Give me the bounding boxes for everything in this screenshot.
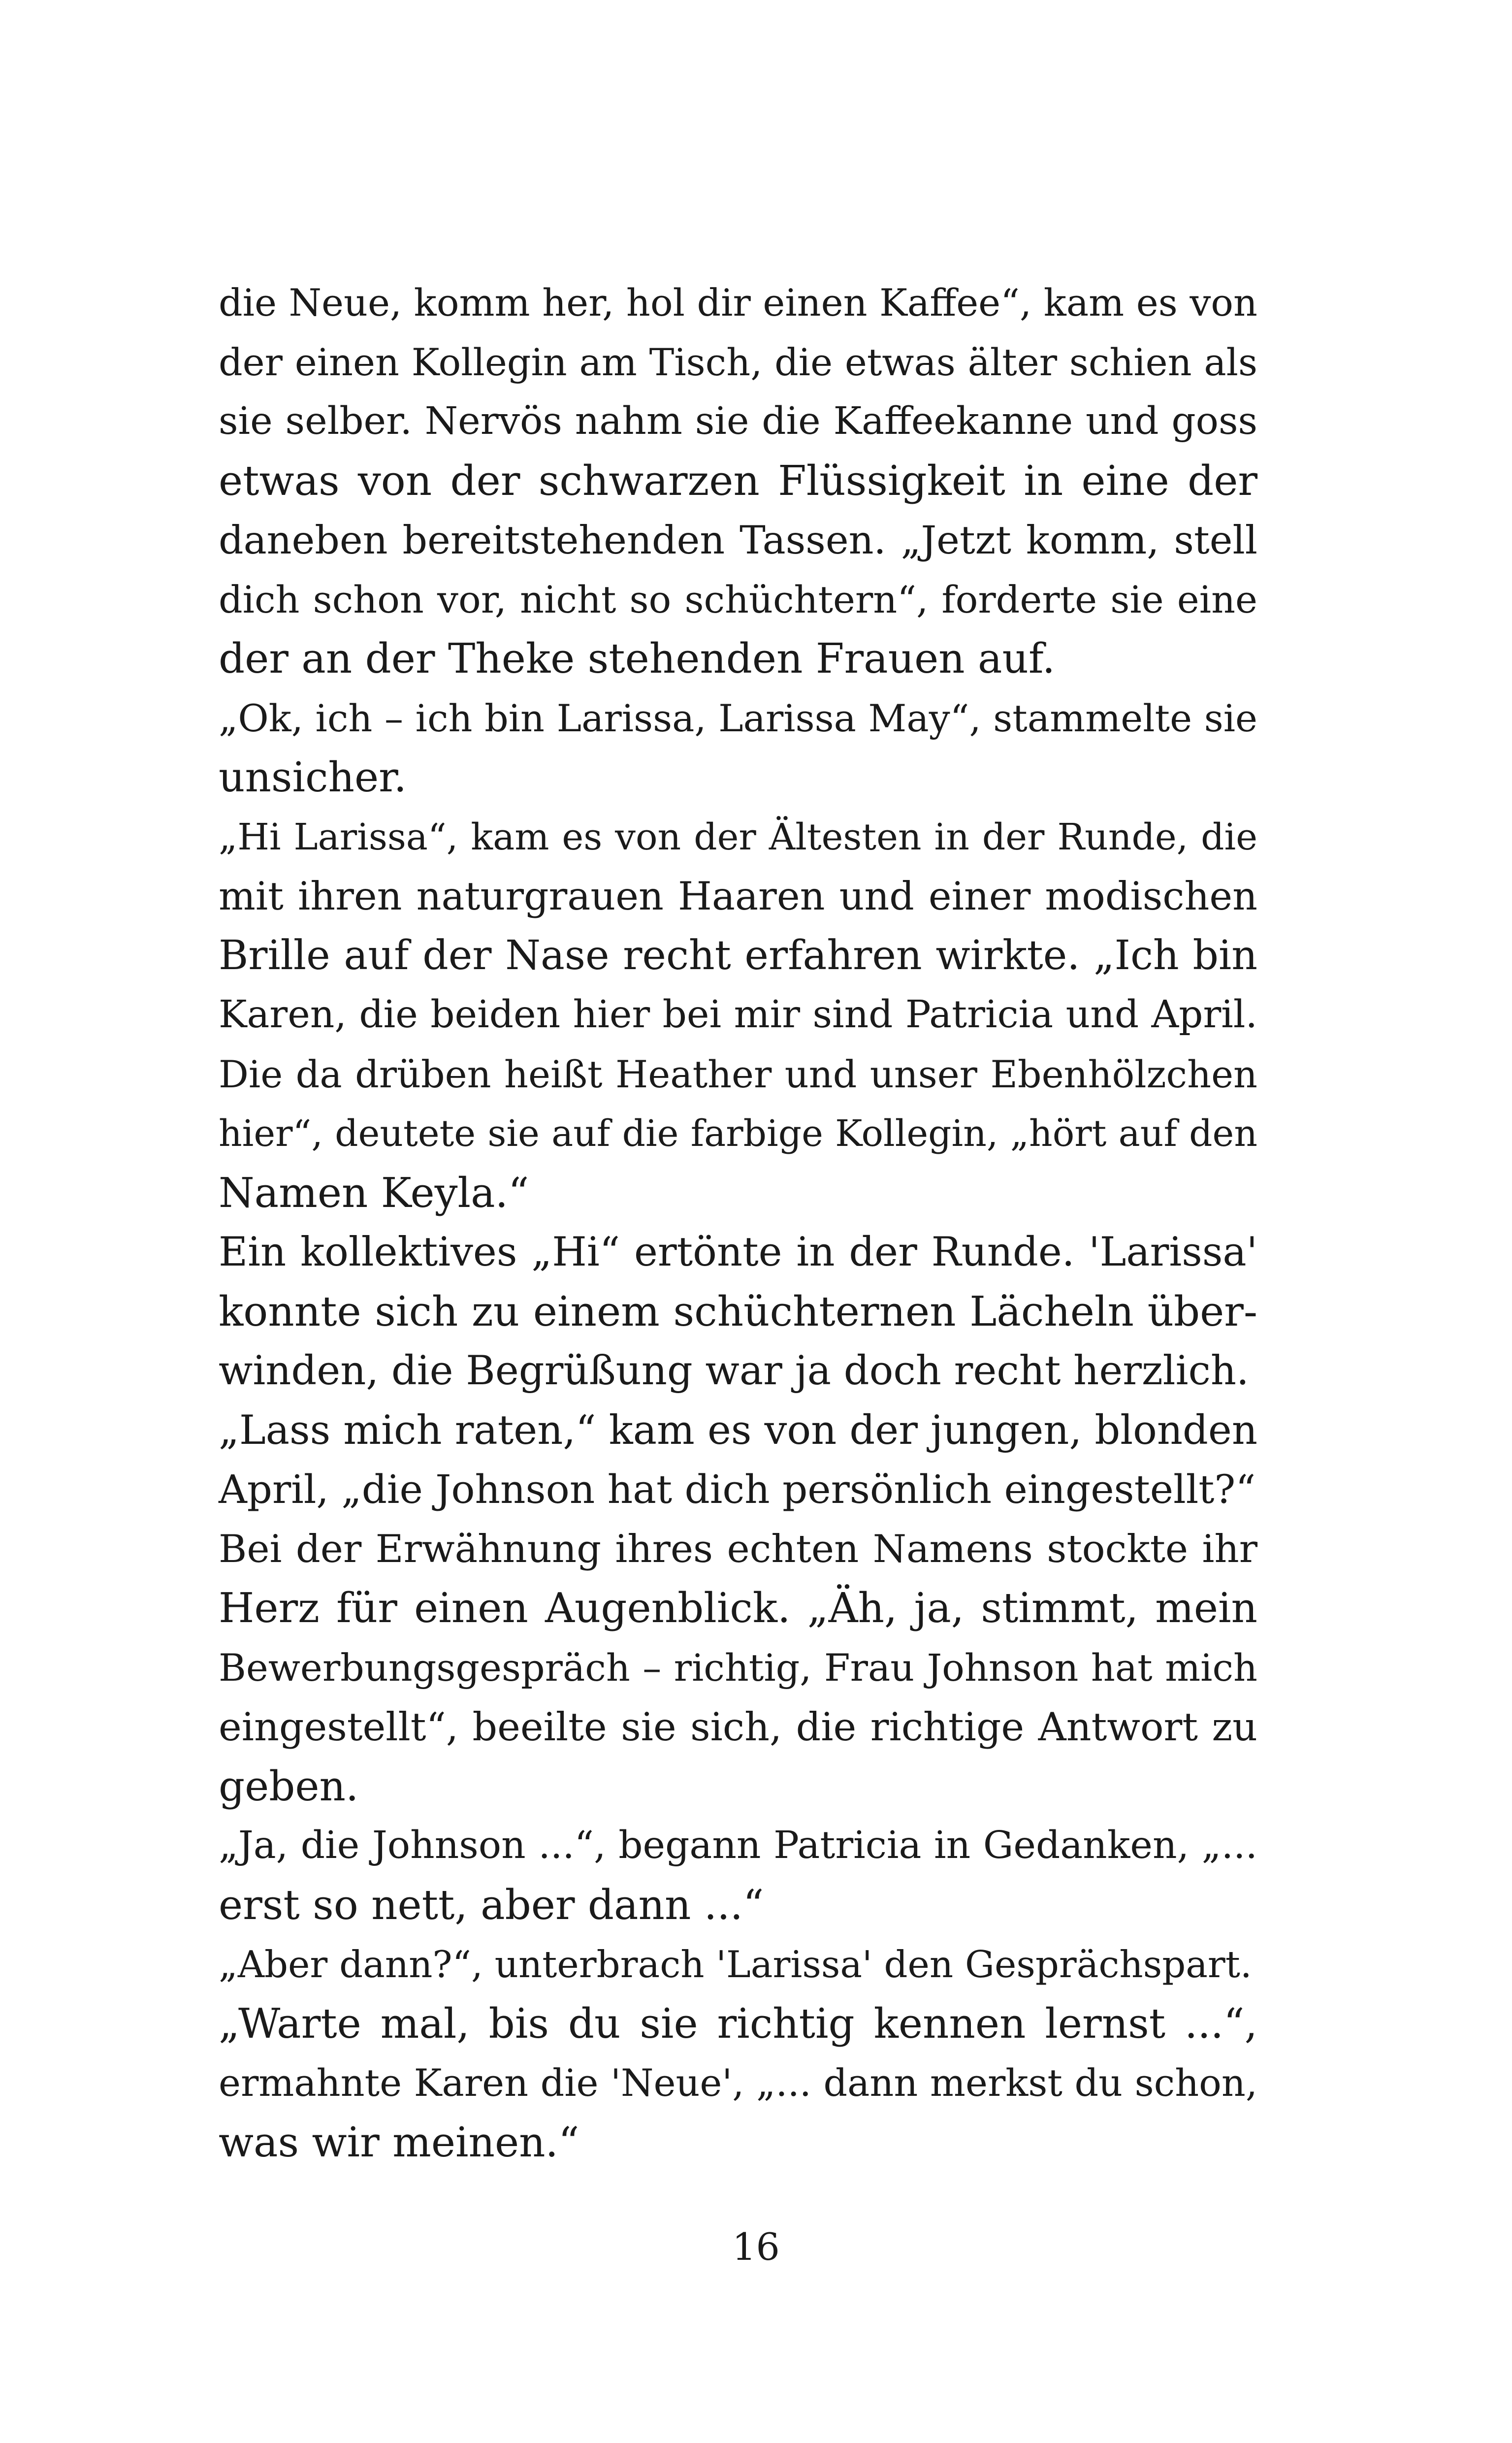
text-line: eingestellt“, beeilte sie sich, die richtige Antwort zu (219, 1704, 1257, 1750)
text-line: Namen Keyla.“ (219, 1169, 529, 1217)
text-line: Herz für einen Augenblick. „Äh, ja, stimmt, mein (219, 1584, 1257, 1632)
text-line: „Ok, ich – ich bin Larissa, Larissa May“, stammelte sie (219, 696, 1257, 740)
text-line: Ein kollektives „Hi“ ertönte in der Runde. 'Larissa' (219, 1229, 1257, 1275)
text-line: „Ja, die Johnson ...“, begann Patricia in Gedanken, „... (219, 1824, 1257, 1867)
text-line: ermahnte Karen die 'Neue', „... dann merkst du schon, (219, 2061, 1257, 2105)
body-text (219, 273, 1257, 2172)
text-line: Die da drüben heißt Heather und unser Ebenhölzchen (219, 1052, 1257, 1096)
text-line: daneben bereitstehenden Tassen. „Jetzt komm, stell (219, 518, 1257, 563)
text-line: hier“, deutete sie auf die farbige Kollegin, „hört auf den (219, 1112, 1257, 1155)
text-line: winden, die Begrüßung war ja doch recht herzlich. (219, 1348, 1249, 1394)
text-line: „Lass mich raten,“ kam es von der jungen, blonden (219, 1407, 1257, 1454)
text-line: sie selber. Nervös nahm sie die Kaffeekanne und goss (219, 399, 1257, 443)
text-line: „Warte mal, bis du sie richtig kennen lernst ...“, (219, 1999, 1257, 2048)
text-line: Bei der Erwähnung ihres echten Namens stockte ihr (219, 1527, 1257, 1571)
text-line: unsicher. (219, 753, 407, 801)
text-line: der einen Kollegin am Tisch, die etwas älter schien als (219, 340, 1257, 384)
text-line: dich schon vor, nicht so schüchtern“, forderte sie eine (219, 577, 1257, 621)
page-number: 16 (732, 2225, 780, 2269)
text-line: der an der Theke stehenden Frauen auf. (219, 635, 1056, 683)
text-line: Karen, die beiden hier bei mir sind Patricia und April. (219, 993, 1257, 1037)
text-line: „Aber dann?“, unterbrach 'Larissa' den Gesprächspart. (219, 1943, 1252, 1986)
text-line: etwas von der schwarzen Flüssigkeit in eine der (219, 456, 1257, 505)
text-line: mit ihren naturgrauen Haaren und einer modischen (219, 874, 1257, 919)
text-line: Bewerbungsgespräch – richtig, Frau Johnson hat mich (219, 1645, 1257, 1690)
text-line: konnte sich zu einem schüchternen Lächeln über- (219, 1287, 1257, 1336)
text-line: „Hi Larissa“, kam es von der Ältesten in der Runde, die (219, 815, 1257, 858)
text-line: die Neue, komm her, hol dir einen Kaffee“, kam es von (219, 281, 1257, 325)
text-line: Brille auf der Nase recht erfahren wirkte. „Ich bin (219, 932, 1257, 979)
text-line: geben. (219, 1762, 359, 1810)
text-line: April, „die Johnson hat dich persönlich eingestellt?“ (219, 1466, 1256, 1512)
text-line: was wir meinen.“ (219, 2118, 579, 2166)
text-line: erst so nett, aber dann ...“ (219, 1881, 764, 1929)
